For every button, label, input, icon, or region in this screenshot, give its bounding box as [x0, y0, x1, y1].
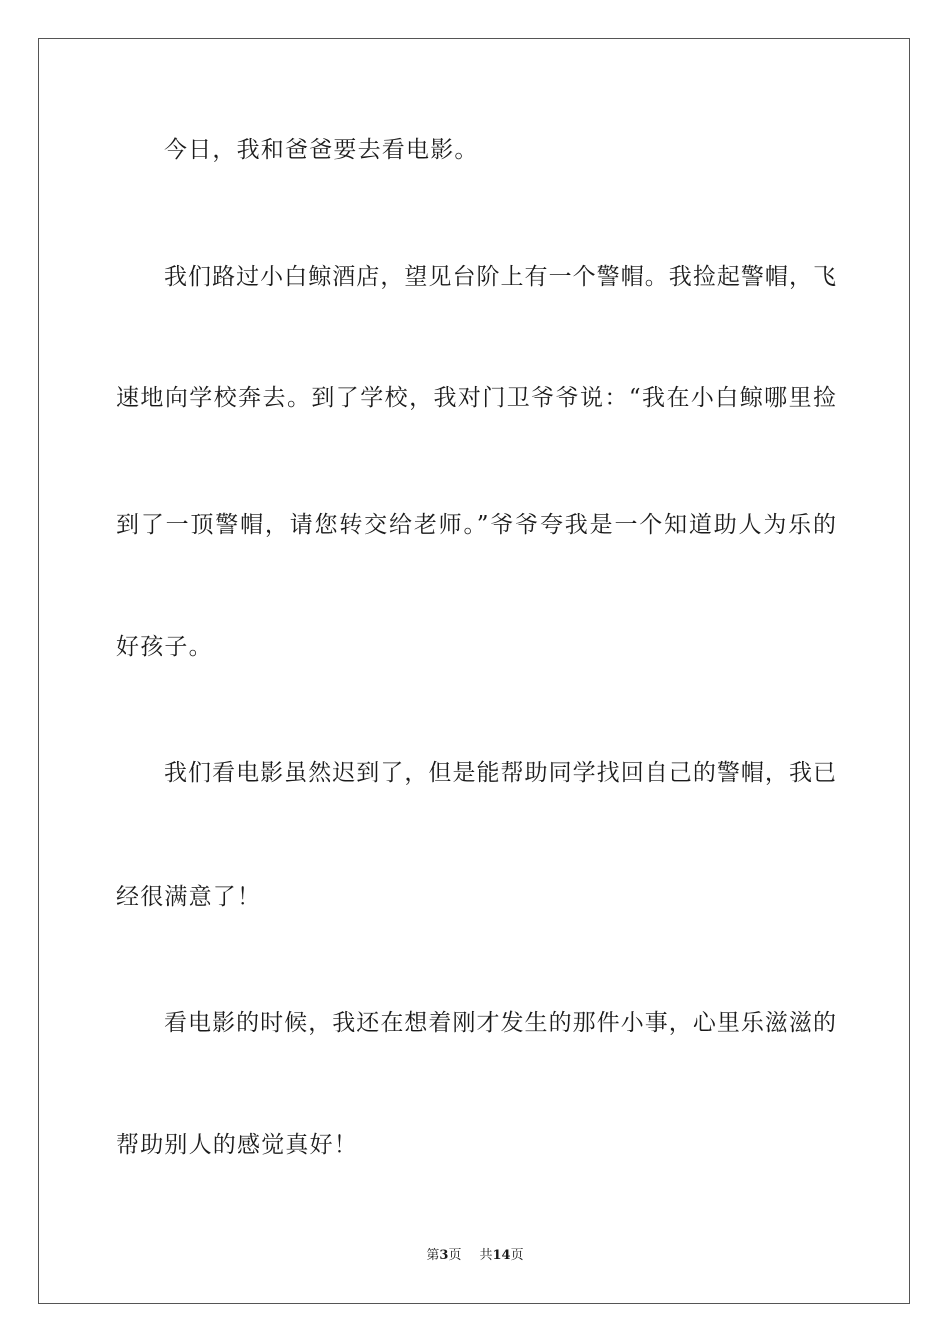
total-suffix: 页	[510, 1248, 524, 1263]
page-footer	[0, 1247, 950, 1265]
paragraph-line: 今日，我和爸爸要去看电影。	[164, 137, 479, 163]
paragraph-line: 好孩子。	[116, 634, 213, 660]
page-suffix: 页	[448, 1248, 462, 1263]
page-prefix: 第	[426, 1248, 440, 1263]
page-number: 3	[439, 1248, 449, 1263]
paragraph-line: 我们看电影虽然迟到了，但是能帮助同学找回自己的警帽，我已	[164, 760, 836, 786]
paragraph-line: 到了一顶警帽，请您转交给老师。”爷爷夸我是一个知道助人为乐的	[116, 512, 836, 538]
paragraph-line: 速地向学校奔去。到了学校，我对门卫爷爷说：“我在小白鲸哪里捡	[116, 385, 836, 411]
total-prefix: 共	[479, 1248, 493, 1263]
page-border	[38, 38, 910, 1304]
paragraph-line: 帮助别人的感觉真好！	[116, 1132, 358, 1158]
paragraph-line: 经很满意了！	[116, 884, 262, 910]
paragraph-line: 看电影的时候，我还在想着刚才发生的那件小事，心里乐滋滋的	[164, 1010, 836, 1036]
paragraph-line: 我们路过小白鲸酒店，望见台阶上有一个警帽。我捡起警帽，飞	[164, 264, 836, 290]
total-pages: 14	[492, 1248, 511, 1263]
